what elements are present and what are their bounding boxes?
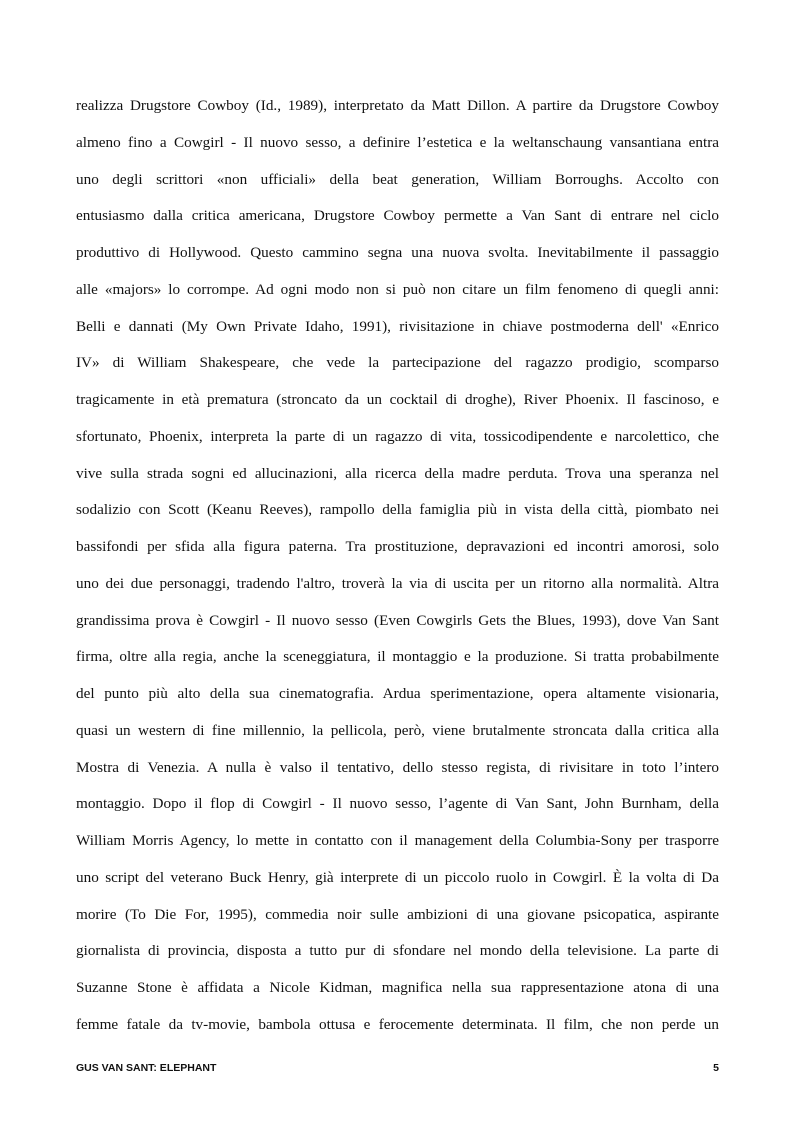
text-line: firma, oltre alla regia, anche la sceneggiatura, il montaggio e la produzione. Si tratta probabilmente xyxy=(76,648,719,666)
text-line: montaggio. Dopo il flop di Cowgirl - Il nuovo sesso, l’agente di Van Sant, John Burnham, della xyxy=(76,795,719,813)
body-text xyxy=(76,88,719,1044)
text-line: sfortunato, Phoenix, interpreta la parte di un ragazzo di vita, tossicodipendente e narcolettico, che xyxy=(76,427,719,445)
text-line: giornalista di provincia, disposta a tutto pur di sfondare nel mondo della televisione. La parte di xyxy=(76,942,719,960)
text-line: del punto più alto della sua cinematografia. Ardua sperimentazione, opera altamente visionaria, xyxy=(76,685,719,702)
text-line: uno degli scrittori «non ufficiali» della beat generation, William Borroughs. Accolto con xyxy=(76,170,719,188)
text-line: tragicamente in età prematura (stroncato da un cocktail di droghe), River Phoenix. Il fascinoso, e xyxy=(76,391,719,408)
text-line: uno dei due personaggi, tradendo l'altro, troverà la via di uscita per un ritorno alla normalità. Altra xyxy=(76,574,719,592)
text-line: bassifondi per sfida alla figura paterna. Tra prostituzione, depravazioni ed incontri amorosi, solo xyxy=(76,538,719,555)
text-line: realizza Drugstore Cowboy (Id., 1989), interpretato da Matt Dillon. A partire da Drugstore Cowboy xyxy=(76,97,719,114)
text-line: morire (To Die For, 1995), commedia noir sulle ambizioni di una giovane psicopatica, aspirante xyxy=(76,905,719,923)
text-line: Mostra di Venezia. A nulla è valso il tentativo, dello stesso regista, di rivisitare in toto l’intero xyxy=(76,758,719,776)
page-footer xyxy=(76,1062,719,1076)
text-line: Suzanne Stone è affidata a Nicole Kidman, magnifica nella sua rappresentazione atona di una xyxy=(76,979,719,996)
text-line: Belli e dannati (My Own Private Idaho, 1991), rivisitazione in chiave postmoderna dell' «Enrico xyxy=(76,317,719,335)
page-number: 5 xyxy=(713,1062,719,1074)
text-line: quasi un western di fine millennio, la pellicola, però, viene brutalmente stroncata dalla critica alla xyxy=(76,721,719,739)
text-line: grandissima prova è Cowgirl - Il nuovo sesso (Even Cowgirls Gets the Blues, 1993), dove Van Sant xyxy=(76,611,719,629)
text-line: sodalizio con Scott (Keanu Reeves), rampollo della famiglia più in vista della città, piombato nei xyxy=(76,501,719,519)
text-line: produttivo di Hollywood. Questo cammino segna una nuova svolta. Inevitabilmente il passaggio xyxy=(76,244,719,261)
text-line: vive sulla strada sogni ed allucinazioni, alla ricerca della madre perduta. Trova una speranza nel xyxy=(76,464,719,482)
text-line: femme fatale da tv-movie, bambola ottusa e ferocemente determinata. Il film, che non perde un xyxy=(76,1015,719,1033)
text-line: uno script del veterano Buck Henry, già interprete di un piccolo ruolo in Cowgirl. È la volta di Da xyxy=(76,868,719,886)
text-line: IV» di William Shakespeare, che vede la partecipazione del ragazzo prodigio, scomparso xyxy=(76,354,719,372)
text-line: William Morris Agency, lo mette in contatto con il management della Columbia-Sony per trasporre xyxy=(76,832,719,849)
running-title: GUS VAN SANT: ELEPHANT xyxy=(76,1062,217,1074)
text-line: almeno fino a Cowgirl - Il nuovo sesso, a definire l’estetica e la weltanschaung vansantiana entra xyxy=(76,133,719,151)
text-line: alle «majors» lo corrompe. Ad ogni modo non si può non citare un film fenomeno di quegli anni: xyxy=(76,280,719,298)
text-line: entusiasmo dalla critica americana, Drugstore Cowboy permette a Van Sant di entrare nel ciclo xyxy=(76,207,719,225)
